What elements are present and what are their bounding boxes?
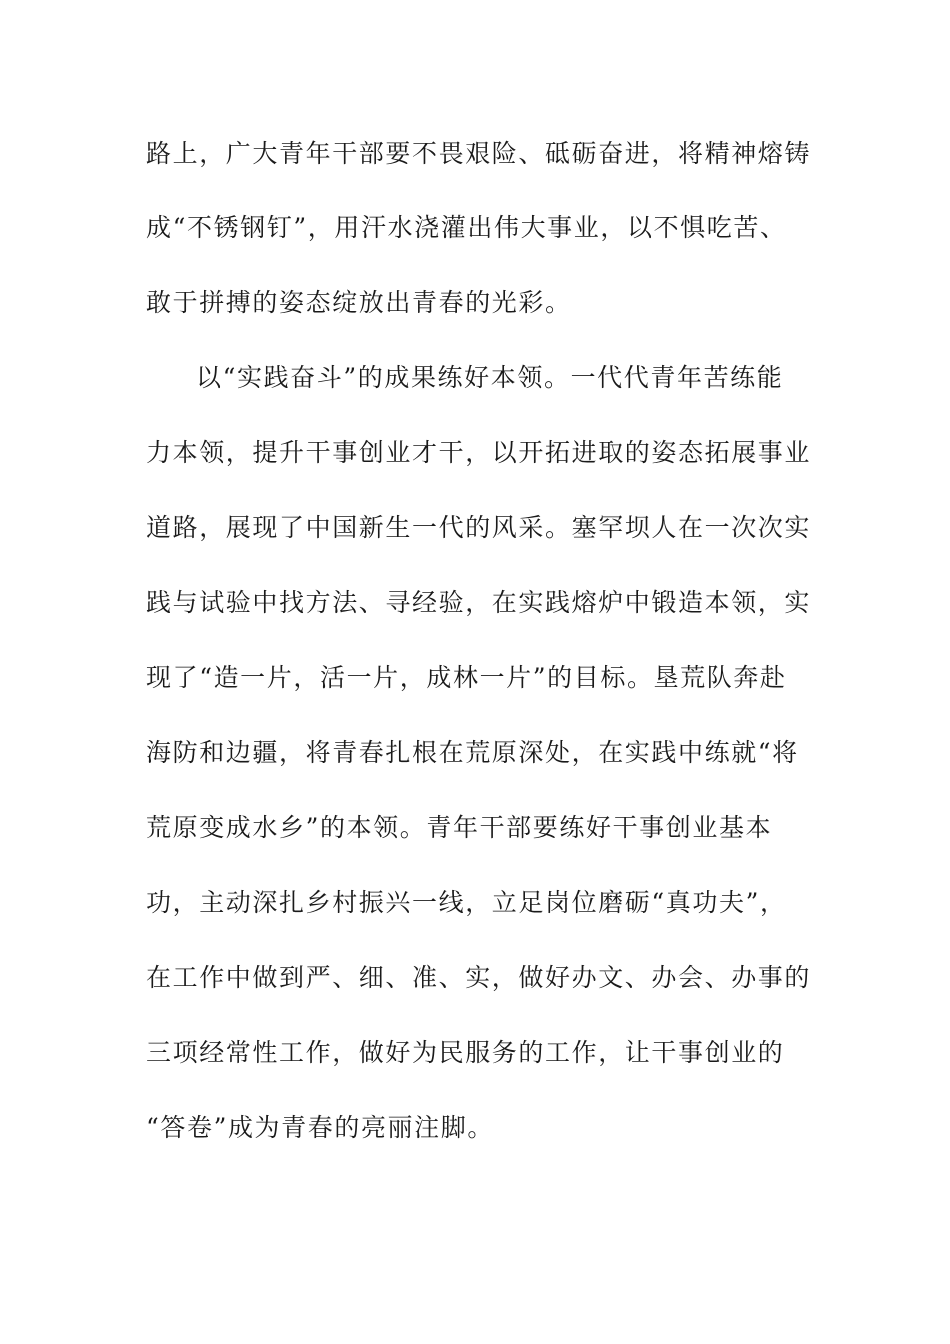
text-line: 荒原变成水乡”的本领。青年干部要练好干事创业基本 <box>146 813 773 842</box>
text-line: 三项经常性工作，做好为民服务的工作，让干事创业的 <box>146 1038 785 1067</box>
text-line: 海防和边疆，将青春扎根在荒原深处，在实践中练就“将 <box>146 738 799 767</box>
text-line: 现了“造一片，活一片，成林一片”的目标。垦荒队奔赴 <box>146 663 787 692</box>
text-line: 敢于拼搏的姿态绽放出青春的光彩。 <box>146 288 572 317</box>
text-line: 路上，广大青年干部要不畏艰险、砥砺奋进，将精神熔铸 <box>146 139 812 168</box>
text-line: 成“不锈钢钉”，用汗水浇灌出伟大事业，以不惧吃苦、 <box>146 213 787 242</box>
text-line: “答卷”成为青春的亮丽注脚。 <box>146 1113 494 1142</box>
text-line: 践与试验中找方法、寻经验，在实践熔炉中锻造本领，实 <box>146 588 812 617</box>
text-line: 在工作中做到严、细、准、实，做好办文、办会、办事的 <box>146 963 812 992</box>
text-line: 力本领，提升干事创业才干，以开拓进取的姿态拓展事业 <box>146 438 812 467</box>
paragraph-start-line: 以“实践奋斗”的成果练好本领。一代代青年苦练能 <box>196 363 784 392</box>
text-line: 道路，展现了中国新生一代的风采。塞罕坝人在一次次实 <box>146 513 812 542</box>
text-line: 功，主动深扎乡村振兴一线，立足岗位磨砺“真功夫”， <box>146 888 787 917</box>
